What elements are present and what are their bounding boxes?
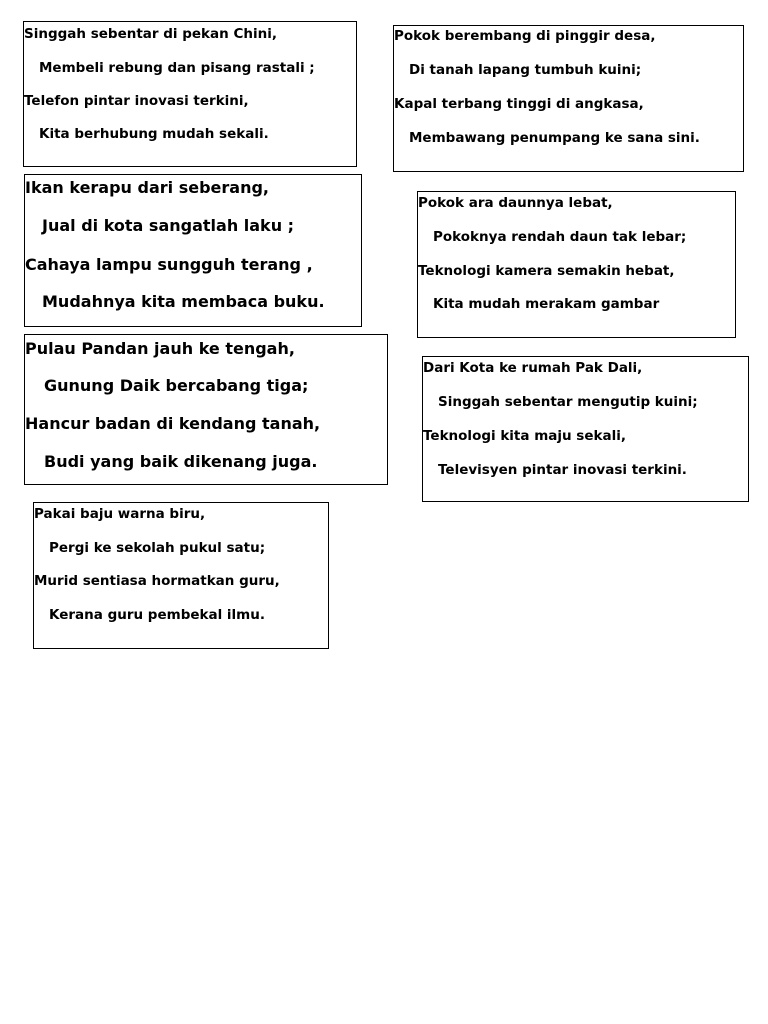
pantun-line-4: Televisyen pintar inovasi terkini.: [438, 462, 687, 478]
pantun-line-1: Ikan kerapu dari seberang,: [25, 178, 269, 197]
pantun-line-4: Kerana guru pembekal ilmu.: [49, 607, 265, 623]
pantun-line-2: Jual di kota sangatlah laku ;: [42, 216, 295, 235]
pantun-box-2: [393, 25, 744, 172]
pantun-line-3: Teknologi kamera semakin hebat,: [418, 263, 675, 279]
pantun-line-3: Telefon pintar inovasi terkini,: [24, 93, 249, 109]
pantun-line-2: Pergi ke sekolah pukul satu;: [49, 540, 266, 556]
pantun-line-4: Mudahnya kita membaca buku.: [42, 292, 325, 311]
pantun-line-2: Membeli rebung dan pisang rastali ;: [39, 60, 315, 76]
pantun-line-4: Budi yang baik dikenang juga.: [44, 452, 318, 471]
pantun-box-3: [24, 174, 362, 327]
pantun-line-1: Pokok ara daunnya lebat,: [418, 195, 613, 211]
pantun-line-3: Kapal terbang tinggi di angkasa,: [394, 96, 644, 112]
pantun-line-1: Dari Kota ke rumah Pak Dali,: [423, 360, 643, 376]
pantun-line-2: Di tanah lapang tumbuh kuini;: [409, 62, 642, 78]
pantun-line-4: Kita berhubung mudah sekali.: [39, 126, 269, 142]
pantun-line-2: Gunung Daik bercabang tiga;: [44, 376, 309, 395]
pantun-box-5: [24, 334, 388, 485]
pantun-line-3: Murid sentiasa hormatkan guru,: [34, 573, 280, 589]
pantun-line-3: Hancur badan di kendang tanah,: [25, 414, 321, 433]
pantun-line-4: Kita mudah merakam gambar: [433, 296, 660, 312]
pantun-line-2: Pokoknya rendah daun tak lebar;: [433, 229, 687, 245]
pantun-line-1: Pulau Pandan jauh ke tengah,: [25, 339, 295, 358]
pantun-line-1: Pokok berembang di pinggir desa,: [394, 28, 656, 44]
pantun-box-4: [417, 191, 736, 338]
pantun-box-1: [23, 21, 357, 167]
pantun-box-7: [33, 502, 329, 649]
pantun-line-2: Singgah sebentar mengutip kuini;: [438, 394, 698, 410]
pantun-line-1: Singgah sebentar di pekan Chini,: [24, 26, 277, 42]
pantun-line-4: Membawang penumpang ke sana sini.: [409, 130, 700, 146]
pantun-box-6: [422, 356, 749, 502]
pantun-line-3: Cahaya lampu sungguh terang ,: [25, 255, 313, 274]
pantun-line-3: Teknologi kita maju sekali,: [423, 428, 626, 444]
pantun-line-1: Pakai baju warna biru,: [34, 506, 206, 522]
